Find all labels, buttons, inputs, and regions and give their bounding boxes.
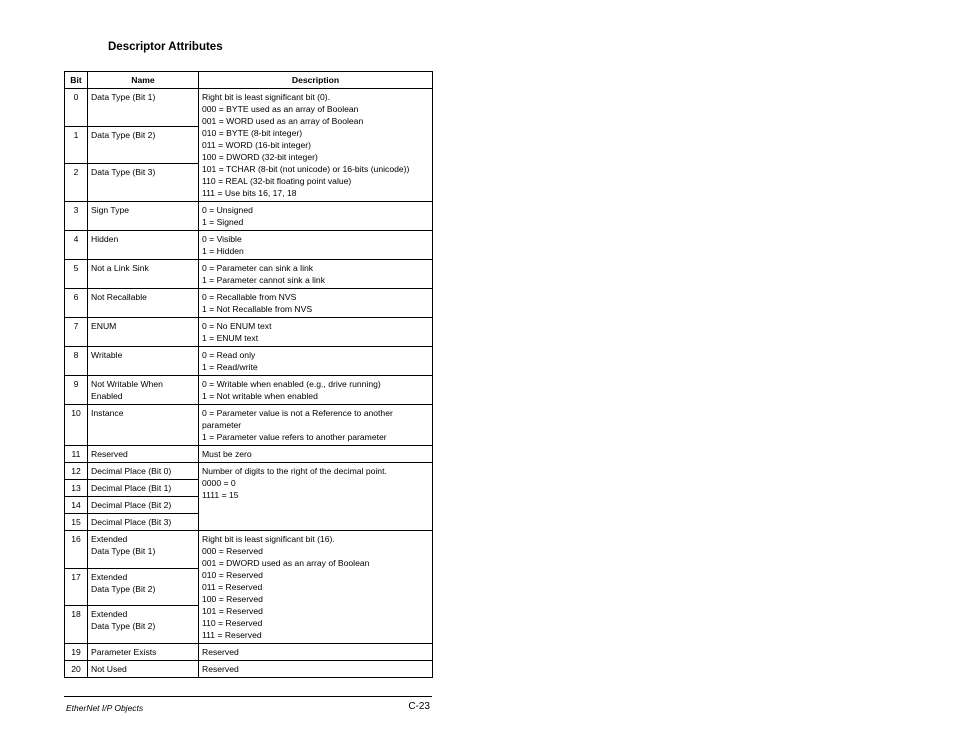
name-cell: Sign Type [88, 202, 199, 231]
description-cell: Number of digits to the right of the decimal point. 0000 = 0 1111 = 15 [199, 463, 433, 531]
bit-cell: 8 [65, 347, 88, 376]
name-cell: Decimal Place (Bit 2) [88, 497, 199, 514]
description-cell: 0 = Parameter can sink a link 1 = Parameter cannot sink a link [199, 260, 433, 289]
table-row [65, 289, 433, 318]
table-row [65, 376, 433, 405]
table-header-row [65, 72, 433, 89]
name-cell: Parameter Exists [88, 644, 199, 661]
footer-divider [64, 696, 432, 697]
table-row [65, 260, 433, 289]
bit-cell: 10 [65, 405, 88, 446]
table-row [65, 531, 433, 569]
table-row [65, 231, 433, 260]
description-cell: 0 = Unsigned 1 = Signed [199, 202, 433, 231]
bit-cell: 5 [65, 260, 88, 289]
table-row [65, 89, 433, 127]
name-cell: Data Type (Bit 3) [88, 164, 199, 202]
name-cell: Extended Data Type (Bit 2) [88, 568, 199, 606]
name-cell: Data Type (Bit 1) [88, 89, 199, 127]
name-cell: Decimal Place (Bit 1) [88, 480, 199, 497]
table-row [65, 644, 433, 661]
name-cell: Reserved [88, 446, 199, 463]
description-cell: 0 = No ENUM text 1 = ENUM text [199, 318, 433, 347]
bit-cell: 15 [65, 514, 88, 531]
name-cell: ENUM [88, 318, 199, 347]
description-cell: Reserved [199, 661, 433, 678]
bit-cell: 20 [65, 661, 88, 678]
name-cell: Not Recallable [88, 289, 199, 318]
name-cell: Hidden [88, 231, 199, 260]
description-cell: Must be zero [199, 446, 433, 463]
bit-cell: 9 [65, 376, 88, 405]
bit-cell: 19 [65, 644, 88, 661]
column-header-description: Description [199, 72, 433, 89]
name-cell: Not Writable When Enabled [88, 376, 199, 405]
table-row [65, 405, 433, 446]
bit-cell: 13 [65, 480, 88, 497]
bit-cell: 12 [65, 463, 88, 480]
page-number: C-23 [408, 701, 430, 712]
name-cell: Writable [88, 347, 199, 376]
bit-cell: 2 [65, 164, 88, 202]
table-row [65, 202, 433, 231]
name-cell: Decimal Place (Bit 3) [88, 514, 199, 531]
bit-cell: 11 [65, 446, 88, 463]
table-row [65, 463, 433, 480]
name-cell: Instance [88, 405, 199, 446]
description-cell: 0 = Writable when enabled (e.g., drive running) 1 = Not writable when enabled [199, 376, 433, 405]
bit-cell: 6 [65, 289, 88, 318]
name-cell: Not a Link Sink [88, 260, 199, 289]
bit-cell: 1 [65, 126, 88, 164]
description-cell: Right bit is least significant bit (0). 000 = BYTE used as an array of Boolean 001 = WORD used as an array of Boolean 010 = BYTE (8-bit integer) 011 = WORD (16-bit integer) 100 = DWORD (32-bit integer) 101 = TCHAR (8-bit (not unicode) or 16-bits (unicode)) 110 = REAL (32-bit floating point value) 111 = Use bits 16, 17, 18 [199, 89, 433, 202]
table-row [65, 347, 433, 376]
descriptor-attributes-table [64, 71, 433, 678]
bit-cell: 0 [65, 89, 88, 127]
bit-cell: 17 [65, 568, 88, 606]
description-cell: 0 = Recallable from NVS 1 = Not Recallable from NVS [199, 289, 433, 318]
description-cell: Right bit is least significant bit (16). 000 = Reserved 001 = DWORD used as an array of Boolean 010 = Reserved 011 = Reserved 100 = Reserved 101 = Reserved 110 = Reserved 111 = Reserved [199, 531, 433, 644]
name-cell: Extended Data Type (Bit 2) [88, 606, 199, 644]
bit-cell: 7 [65, 318, 88, 347]
bit-cell: 18 [65, 606, 88, 644]
name-cell: Not Used [88, 661, 199, 678]
table-row [65, 661, 433, 678]
table-row [65, 318, 433, 347]
description-cell: 0 = Read only 1 = Read/write [199, 347, 433, 376]
bit-cell: 3 [65, 202, 88, 231]
column-header-bit: Bit [65, 72, 88, 89]
table-row [65, 446, 433, 463]
bit-cell: 16 [65, 531, 88, 569]
name-cell: Data Type (Bit 2) [88, 126, 199, 164]
bit-cell: 14 [65, 497, 88, 514]
name-cell: Decimal Place (Bit 0) [88, 463, 199, 480]
column-header-name: Name [88, 72, 199, 89]
bit-cell: 4 [65, 231, 88, 260]
description-cell: 0 = Parameter value is not a Reference to another parameter 1 = Parameter value refers to another parameter [199, 405, 433, 446]
name-cell: Extended Data Type (Bit 1) [88, 531, 199, 569]
description-cell: 0 = Visible 1 = Hidden [199, 231, 433, 260]
footer-section-title: EtherNet I/P Objects [66, 703, 144, 713]
section-heading: Descriptor Attributes [108, 41, 223, 53]
description-cell: Reserved [199, 644, 433, 661]
